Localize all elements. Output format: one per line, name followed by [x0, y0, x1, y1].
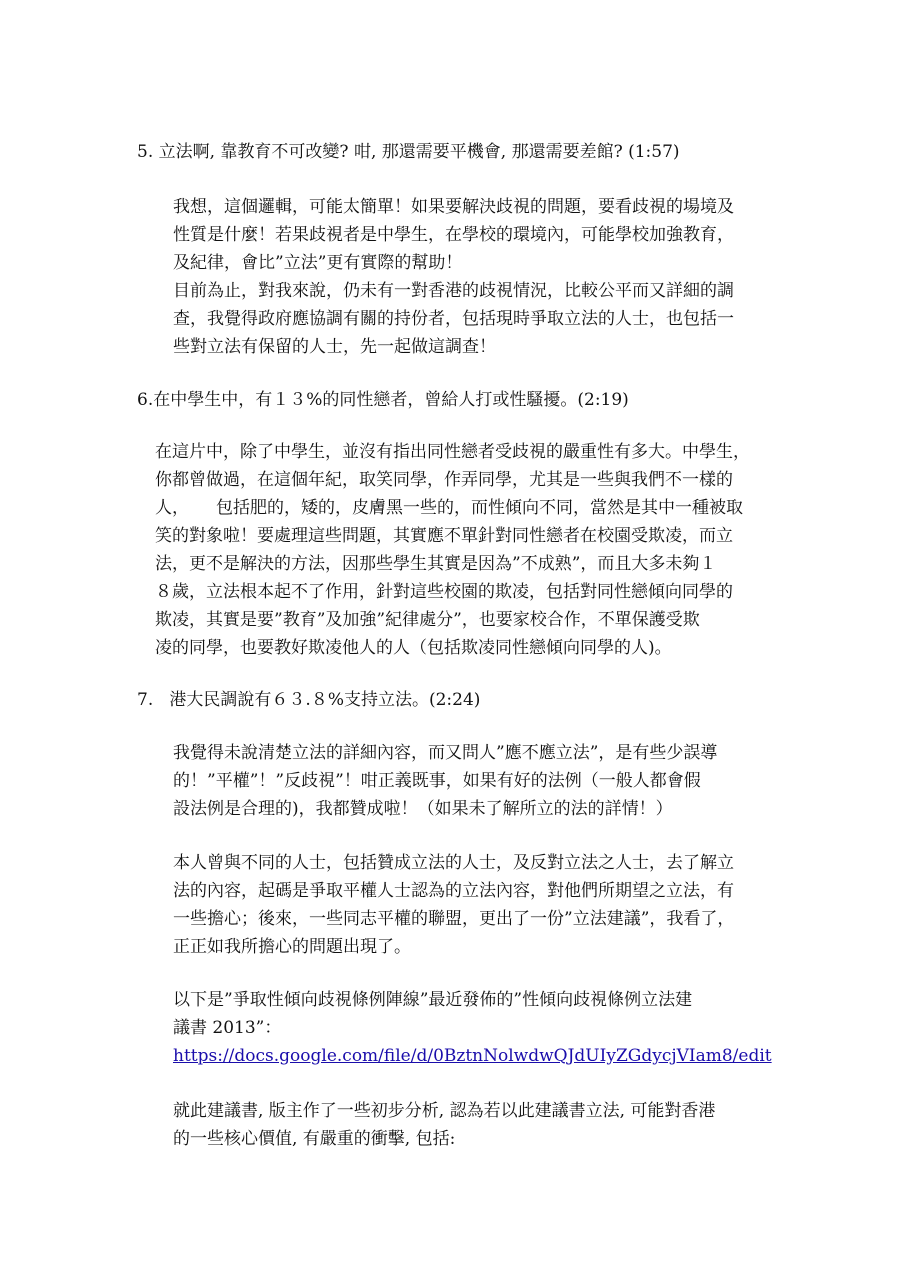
paragraph-line: 法，更不是解決的方法，因那些學生其實是因為”不成熟”，而且大多未夠１ — [155, 554, 717, 574]
section-6-heading: 6.在中學生中，有１３%的同性戀者，曾給人打或性騷擾。(2:19) — [137, 390, 629, 410]
paragraph-line: 性質是什麼！若果歧視者是中學生，在學校的環境內，可能學校加強教育， — [173, 225, 734, 245]
paragraph-line: 目前為止，對我來說，仍未有一對香港的歧視情況，比較公平而又詳細的調 — [173, 281, 734, 301]
link-line — [173, 1042, 772, 1070]
paragraph-line: 你都曾做過，在這個年紀，取笑同學，作弄同學，尤其是一些與我們不一樣的 — [155, 470, 733, 490]
paragraph-line: 本人曾與不同的人士，包括贊成立法的人士，及反對立法之人士，去了解立 — [173, 853, 734, 873]
section-7-paragraph-2 — [173, 849, 734, 961]
paragraph-line: 笑的對象啦！要處理這些問題，其實應不單針對同性戀者在校園受欺凌，而立 — [155, 526, 733, 546]
paragraph-line: 我覺得未說清楚立法的詳細內容，而又問人”應不應立法”，是有些少誤導 — [173, 743, 718, 763]
section-6-paragraph — [155, 438, 750, 662]
paragraph-line: 查，我覺得政府應協調有關的持份者，包括現時爭取立法的人士，也包括一 — [173, 309, 734, 329]
paragraph-line: 就此建議書, 版主作了一些初步分析, 認為若以此建議書立法, 可能對香港 — [173, 1101, 716, 1121]
paragraph-line: 的！”平權”！”反歧視”！咁正義既事，如果有好的法例（一般人都會假 — [173, 771, 701, 791]
section-7-paragraph-1 — [173, 739, 717, 823]
paragraph-line: 凌的同學，也要教好欺凌他人的人（包括欺凌同性戀傾向同學的人)。 — [155, 638, 672, 658]
paragraph-line: 在這片中，除了中學生，並沒有指出同性戀者受歧視的嚴重性有多大。中學生， — [155, 442, 750, 462]
section-7-paragraph-3 — [173, 986, 772, 1070]
paragraph-line: 些對立法有保留的人士，先一起做這調查！ — [173, 337, 496, 357]
paragraph-line: 以下是”爭取性傾向歧視條例陣線”最近發佈的”性傾向歧視條例立法建 — [173, 990, 693, 1010]
paragraph-line: 及紀律，會比”立法”更有實際的幫助！ — [173, 253, 463, 273]
section-5-heading: 5. 立法啊, 靠教育不可改變? 咁, 那還需要平機會, 那還需要差館? (1:57) — [137, 142, 680, 162]
paragraph-line: ８歲，立法根本起不了作用，針對這些校園的欺凌，包括對同性戀傾向同學的 — [155, 582, 733, 602]
paragraph-line: 的一些核心價值, 有嚴重的衝擊, 包括: — [173, 1129, 456, 1149]
paragraph-line: 人， 包括肥的，矮的，皮膚黑一些的，而性傾向不同，當然是其中一種被取 — [155, 498, 744, 518]
section-7-paragraph-4 — [173, 1097, 715, 1153]
paragraph-line: 欺凌，其實是要”教育”及加強”紀律處分”，也要家校合作，不單保護受欺 — [155, 610, 700, 630]
paragraph-line: 一些擔心；後來，一些同志平權的聯盟，更出了一份”立法建議”，我看了， — [173, 909, 735, 929]
paragraph-line: 設法例是合理的)，我都贊成啦！（如果未了解所立的法的詳情！） — [173, 799, 673, 819]
paragraph-line: 法的內容，起碼是爭取平權人士認為的立法內容，對他們所期望之立法，有 — [173, 881, 734, 901]
section-7-heading: 7. 港大民調說有６３.８%支持立法。(2:24) — [137, 690, 481, 710]
paragraph-line: 正正如我所擔心的問題出現了。 — [173, 937, 411, 957]
paragraph-line: 議書 2013”： — [173, 1018, 282, 1038]
paragraph-line: 我想，這個邏輯，可能太簡單！如果要解決歧視的問題，要看歧視的場境及 — [173, 197, 734, 217]
section-5-paragraph — [173, 193, 734, 361]
proposal-document-link[interactable]: https://docs.google.com/file/d/0BztnNolwdwQJdUIyZGdycjVIam8/edit — [173, 1046, 772, 1066]
